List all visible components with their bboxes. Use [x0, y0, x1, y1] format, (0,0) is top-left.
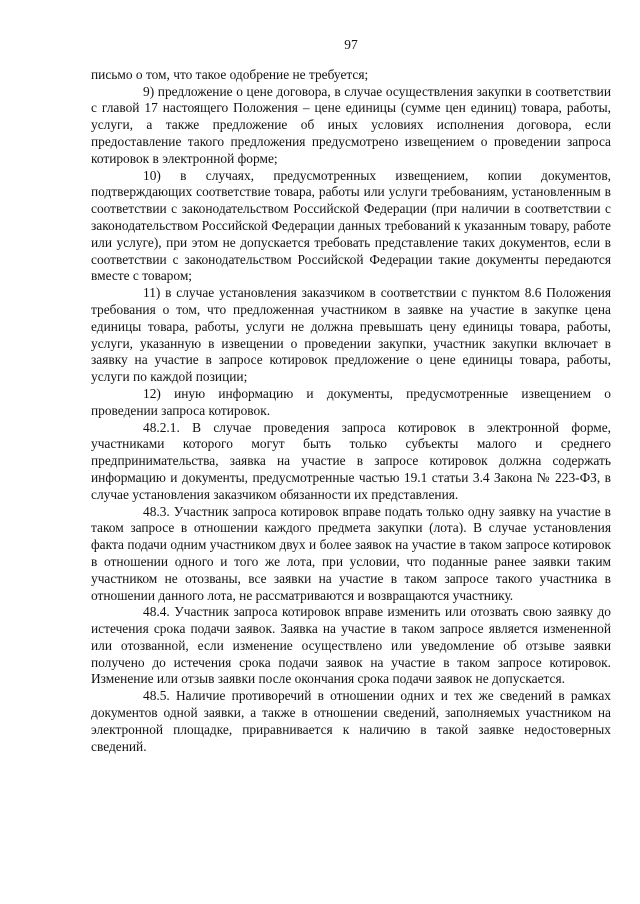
paragraph-48-2-1: 48.2.1. В случае проведения запроса котировок в электронной форме, участниками которого могут быть только субъекты малого и среднего предпринимательства, заявка на участие в запросе котировок должна содержать информацию и документы, предусмотренные частью 19.1 статьи 3.4 Закона № 223-ФЗ, в случае установления заказчиком обязанности их представления. — [91, 419, 611, 502]
paragraph-item-11: 11) в случае установления заказчиком в соответствии с пунктом 8.6 Положения требования о том, что предложенная участником в заявке на участие в закупке цена единицы товара, работы, услуги не должна превышать цену единицы товара, работы, услуги, указанную в извещении о проведении закупки, участник закупки включает в заявку на участие в запросе котировок предложение о цене единицы товара, работы, услуги по каждой позиции; — [91, 285, 611, 385]
document-page — [91, 37, 611, 755]
paragraph-48-5: 48.5. Наличие противоречий в отношении одних и тех же сведений в рамках документов одной заявки, а также в отношении сведений, заполняемых участником на электронной площадке, приравнивается к наличию в такой заявке недостоверных сведений. — [91, 688, 611, 754]
paragraph-item-9: 9) предложение о цене договора, в случае осуществления закупки в соответствии с главой 17 настоящего Положения – цене единицы (сумме цен единиц) товара, работы, услуги, а также предложение об иных условиях исполнения договора, если предоставление такого предложения предусмотрено извещением о проведении запроса котировок в электронной форме; — [91, 83, 611, 166]
paragraph-continuation: письмо о том, что такое одобрение не требуется; — [91, 66, 369, 82]
paragraph-48-3: 48.3. Участник запроса котировок вправе подать только одну заявку на участие в таком запросе в отношении каждого предмета закупки (лота). В случае установления факта подачи одним участником двух и более заявок на участие в таком запросе котировок в отношении одного и того же лота, при условии, что поданные ранее заявки таким участником не отозваны, все заявки на участие в таком запросе такого участника в отношении данного лота, не рассматриваются и возвращаются участнику. — [91, 503, 611, 603]
page-number: 97 — [344, 37, 358, 52]
paragraph-item-10: 10) в случаях, предусмотренных извещением, копии документов, подтверждающих соответствие товара, работы или услуги требованиям, установленным в соответствии с законодательством Российской Федерации (при наличии в соответствии с законодательством Российской Федерации данных требований к указанным товару, работе или услуге), при этом не допускается требовать представление таких документов, если в соответствии с законодательством Российской Федерации такие документы передаются вместе с товаром; — [91, 167, 611, 284]
paragraph-48-4: 48.4. Участник запроса котировок вправе изменить или отозвать свою заявку до истечения срока подачи заявок. Заявка на участие в таком запросе является измененной или отозванной, если изменение осуществлено или уведомление об отзыве заявки получено до истечения срока подачи заявок на участие в таком запросе котировок. Изменение или отзыв заявки после окончания срока подачи заявок не допускается. — [91, 604, 611, 687]
paragraph-item-12: 12) иную информацию и документы, предусмотренные извещением о проведении запроса котировок. — [91, 385, 611, 418]
